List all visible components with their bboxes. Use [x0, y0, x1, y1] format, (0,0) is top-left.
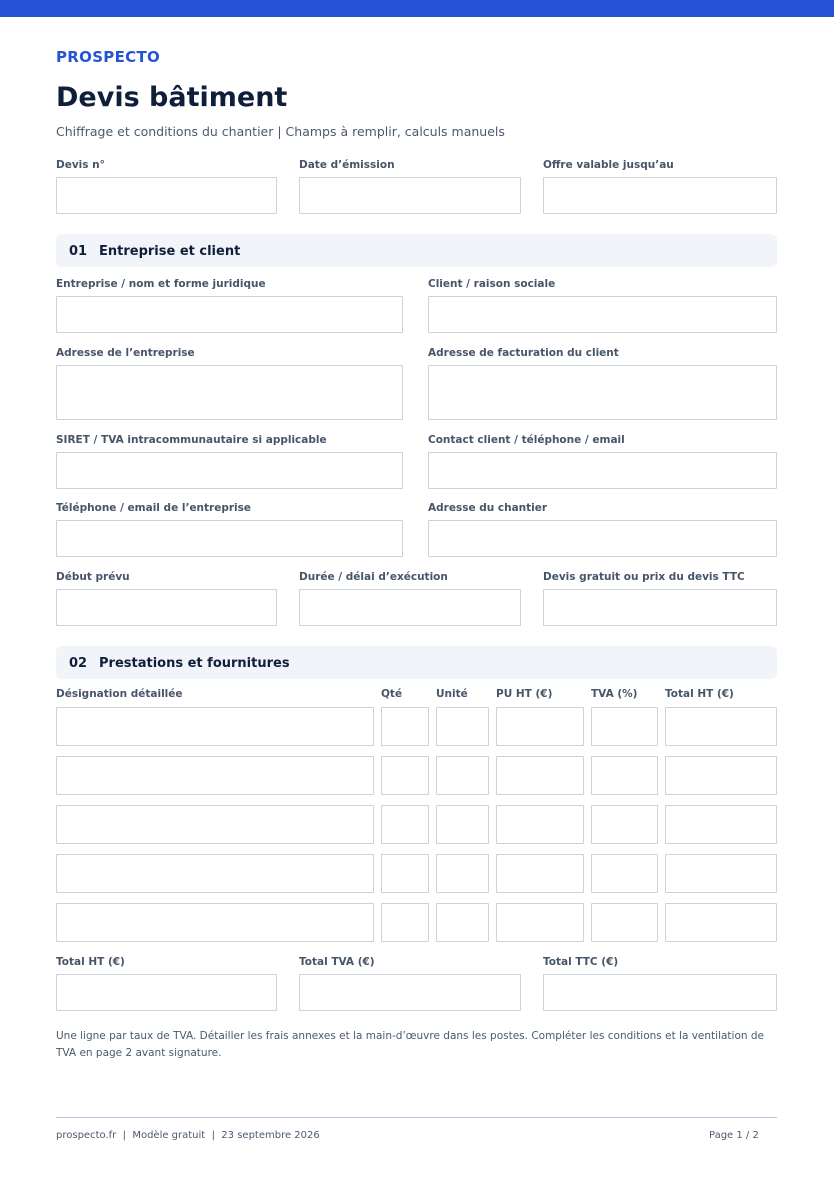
- company-name-field[interactable]: [56, 296, 403, 333]
- col-pu-ht-header: PU HT (€): [496, 688, 553, 700]
- devis-number-label: Devis n°: [56, 159, 105, 171]
- row-5-tva-field[interactable]: [591, 903, 658, 942]
- total-tva-label: Total TVA (€): [299, 956, 375, 968]
- row-2-pu-ht-field[interactable]: [496, 756, 584, 795]
- row-4-qty-field[interactable]: [381, 854, 429, 893]
- company-name-label: Entreprise / nom et forme juridique: [56, 278, 266, 290]
- row-3-total-ht-field[interactable]: [665, 805, 777, 844]
- row-4-pu-ht-field[interactable]: [496, 854, 584, 893]
- col-tva-header: TVA (%): [591, 688, 638, 700]
- total-ht-field[interactable]: [56, 974, 277, 1011]
- row-4-total-ht-field[interactable]: [665, 854, 777, 893]
- section-title: Entreprise et client: [99, 244, 241, 259]
- row-1-unit-field[interactable]: [436, 707, 489, 746]
- row-3-unit-field[interactable]: [436, 805, 489, 844]
- row-2-tva-field[interactable]: [591, 756, 658, 795]
- duration-label: Durée / délai d’exécution: [299, 571, 448, 583]
- client-name-field[interactable]: [428, 296, 777, 333]
- col-unit-header: Unité: [436, 688, 468, 700]
- duration-field[interactable]: [299, 589, 521, 626]
- row-3-pu-ht-field[interactable]: [496, 805, 584, 844]
- col-total-ht-header: Total HT (€): [665, 688, 734, 700]
- row-5-total-ht-field[interactable]: [665, 903, 777, 942]
- row-2-designation-field[interactable]: [56, 756, 374, 795]
- row-5-qty-field[interactable]: [381, 903, 429, 942]
- company-address-label: Adresse de l’entreprise: [56, 347, 195, 359]
- section-header-services: [56, 646, 777, 679]
- row-4-unit-field[interactable]: [436, 854, 489, 893]
- company-address-field[interactable]: [56, 365, 403, 420]
- page-subtitle: Chiffrage et conditions du chantier | Champs à remplir, calculs manuels: [56, 124, 505, 139]
- row-1-tva-field[interactable]: [591, 707, 658, 746]
- devis-number-field[interactable]: [56, 177, 277, 214]
- section-number: 01: [69, 244, 88, 259]
- valid-until-label: Offre valable jusqu’au: [543, 159, 674, 171]
- billing-address-field[interactable]: [428, 365, 777, 420]
- footer-info: prospecto.fr | Modèle gratuit | 23 septembre 2026: [56, 1130, 320, 1141]
- quote-price-label: Devis gratuit ou prix du devis TTC: [543, 571, 745, 583]
- col-designation-header: Désignation détaillée: [56, 688, 183, 700]
- site-address-label: Adresse du chantier: [428, 502, 548, 514]
- row-2-total-ht-field[interactable]: [665, 756, 777, 795]
- brand-logo: PROSPECTO: [56, 48, 161, 66]
- client-contact-label: Contact client / téléphone / email: [428, 434, 625, 446]
- row-2-qty-field[interactable]: [381, 756, 429, 795]
- row-3-designation-field[interactable]: [56, 805, 374, 844]
- issue-date-label: Date d’émission: [299, 159, 395, 171]
- row-2-unit-field[interactable]: [436, 756, 489, 795]
- section-number: 02: [69, 656, 88, 671]
- row-5-designation-field[interactable]: [56, 903, 374, 942]
- top-accent-bar: [0, 0, 834, 17]
- company-contact-field[interactable]: [56, 520, 403, 557]
- row-4-designation-field[interactable]: [56, 854, 374, 893]
- instructions-note: Une ligne par taux de TVA. Détailler les frais annexes et la main-d’œuvre dans les postes. Compléter les conditions et la ventilation de TVA en page 2 avant signature.: [56, 1030, 765, 1059]
- valid-until-field[interactable]: [543, 177, 777, 214]
- client-name-label: Client / raison sociale: [428, 278, 556, 290]
- row-5-unit-field[interactable]: [436, 903, 489, 942]
- siret-label: SIRET / TVA intracommunautaire si applicable: [56, 434, 327, 446]
- row-5-pu-ht-field[interactable]: [496, 903, 584, 942]
- company-contact-label: Téléphone / email de l’entreprise: [56, 502, 252, 514]
- row-3-tva-field[interactable]: [591, 805, 658, 844]
- section-header-company-client: [56, 234, 777, 267]
- total-ttc-field[interactable]: [543, 974, 777, 1011]
- row-1-qty-field[interactable]: [381, 707, 429, 746]
- site-address-field[interactable]: [428, 520, 777, 557]
- row-1-designation-field[interactable]: [56, 707, 374, 746]
- row-1-pu-ht-field[interactable]: [496, 707, 584, 746]
- total-ht-label: Total HT (€): [56, 956, 125, 968]
- client-contact-field[interactable]: [428, 452, 777, 489]
- col-qty-header: Qté: [381, 688, 403, 700]
- row-1-total-ht-field[interactable]: [665, 707, 777, 746]
- issue-date-field[interactable]: [299, 177, 521, 214]
- total-tva-field[interactable]: [299, 974, 521, 1011]
- row-3-qty-field[interactable]: [381, 805, 429, 844]
- page-title: Devis bâtiment: [56, 82, 288, 113]
- section-title: Prestations et fournitures: [99, 656, 290, 671]
- total-ttc-label: Total TTC (€): [543, 956, 619, 968]
- quote-price-field[interactable]: [543, 589, 777, 626]
- footer-divider: [56, 1117, 777, 1118]
- billing-address-label: Adresse de facturation du client: [428, 347, 619, 359]
- start-date-field[interactable]: [56, 589, 277, 626]
- page-number: Page 1 / 2: [709, 1130, 759, 1141]
- siret-field[interactable]: [56, 452, 403, 489]
- start-date-label: Début prévu: [56, 571, 130, 583]
- row-4-tva-field[interactable]: [591, 854, 658, 893]
